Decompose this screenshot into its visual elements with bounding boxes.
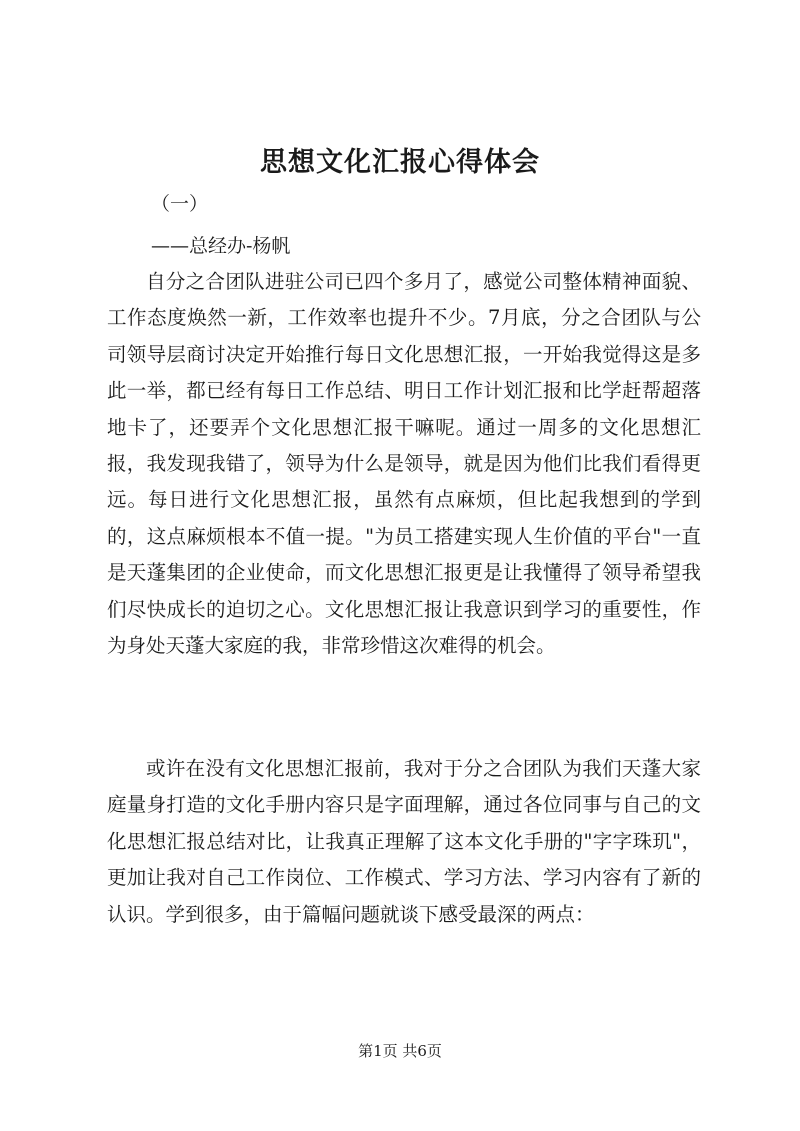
body-paragraph: 或许在没有文化思想汇报前，我对于分之合团队为我们天蓬大家庭量身打造的文化手册内容只是字面理解，通过各位同事与自己的文化思想汇报总结对比，让我真正理解了这本文化手册的"字字珠玑"，更加让我对自己工作岗位、工作模式、学习方法、学习内容有了新的认识。学到很多，由于篇幅问题就谈下感受最深的两点： <box>107 757 701 926</box>
page-indicator: 第1页 共6页 <box>358 1042 442 1060</box>
document-title: 思想文化汇报心得体会 <box>260 147 540 178</box>
author-line: ——总经办-杨帆 <box>151 235 291 257</box>
section-number: （一） <box>151 193 209 215</box>
body-paragraph: 自分之合团队进驻公司已四个多月了，感觉公司整体精神面貌、工作态度焕然一新，工作效率也提升不少。7月底，分之合团队与公司领导层商讨决定开始推行每日文化思想汇报，一开始我觉得这是多此一举，都已经有每日工作总结、明日工作计划汇报和比学赶帮超落地卡了，还要弄个文化思想汇报干嘛呢。通过一周多的文化思想汇报，我发现我错了，领导为什么是领导，就是因为他们比我们看得更远。每日进行文化思想汇报，虽然有点麻烦，但比起我想到的学到的，这点麻烦根本不值一提。"为员工搭建实现人生价值的平台"一直是天蓬集团的企业使命，而文化思想汇报更是让我懂得了领导希望我们尽快成长的迫切之心。文化思想汇报让我意识到学习的重要性，作为身处天蓬大家庭的我，非常珍惜这次难得的机会。 <box>107 270 701 658</box>
